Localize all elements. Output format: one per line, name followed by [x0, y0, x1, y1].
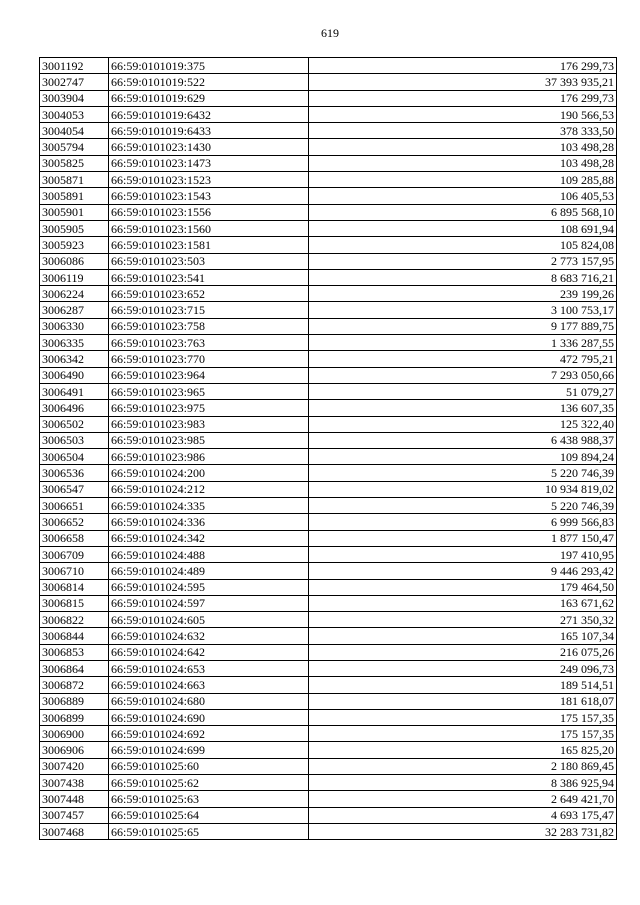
value-cell: 3 100 753,17: [309, 302, 617, 318]
table-body: [40, 58, 617, 840]
id-cell: 3001192: [40, 58, 109, 74]
value-cell: 6 999 566,83: [309, 514, 617, 530]
table-row: [40, 807, 617, 823]
table-row: [40, 74, 617, 90]
value-cell: 472 795,21: [309, 351, 617, 367]
value-cell: 103 498,28: [309, 139, 617, 155]
cadastral-number-cell: 66:59:0101023:964: [109, 367, 309, 383]
cadastral-number-cell: 66:59:0101024:680: [109, 693, 309, 709]
id-cell: 3006872: [40, 677, 109, 693]
value-cell: 103 498,28: [309, 155, 617, 171]
table-row: [40, 612, 617, 628]
cadastral-number-cell: 66:59:0101024:200: [109, 465, 309, 481]
property-table: [39, 57, 617, 840]
value-cell: 271 350,32: [309, 612, 617, 628]
cadastral-number-cell: 66:59:0101023:763: [109, 335, 309, 351]
table-row: [40, 677, 617, 693]
value-cell: 8 683 716,21: [309, 269, 617, 285]
table-row: [40, 465, 617, 481]
table-row: [40, 139, 617, 155]
table-row: [40, 90, 617, 106]
cadastral-number-cell: 66:59:0101023:503: [109, 253, 309, 269]
value-cell: 5 220 746,39: [309, 465, 617, 481]
cadastral-number-cell: 66:59:0101023:758: [109, 318, 309, 334]
cadastral-number-cell: 66:59:0101019:522: [109, 74, 309, 90]
table-row: [40, 726, 617, 742]
table-row: [40, 628, 617, 644]
id-cell: 3006906: [40, 742, 109, 758]
id-cell: 3006900: [40, 726, 109, 742]
table-row: [40, 432, 617, 448]
id-cell: 3006889: [40, 693, 109, 709]
value-cell: 10 934 819,02: [309, 481, 617, 497]
id-cell: 3006710: [40, 563, 109, 579]
cadastral-number-cell: 66:59:0101025:63: [109, 791, 309, 807]
id-cell: 3006503: [40, 432, 109, 448]
id-cell: 3006844: [40, 628, 109, 644]
id-cell: 3006864: [40, 660, 109, 676]
table-row: [40, 563, 617, 579]
value-cell: 9 177 889,75: [309, 318, 617, 334]
value-cell: 181 618,07: [309, 693, 617, 709]
table-row: [40, 579, 617, 595]
id-cell: 3006814: [40, 579, 109, 595]
value-cell: 176 299,73: [309, 90, 617, 106]
id-cell: 3004053: [40, 106, 109, 122]
cadastral-number-cell: 66:59:0101024:597: [109, 595, 309, 611]
cadastral-number-cell: 66:59:0101025:64: [109, 807, 309, 823]
value-cell: 6 438 988,37: [309, 432, 617, 448]
cadastral-number-cell: 66:59:0101023:652: [109, 286, 309, 302]
value-cell: 175 157,35: [309, 709, 617, 725]
cadastral-number-cell: 66:59:0101019:6433: [109, 123, 309, 139]
table-row: [40, 220, 617, 236]
cadastral-number-cell: 66:59:0101024:595: [109, 579, 309, 595]
id-cell: 3005871: [40, 172, 109, 188]
table-row: [40, 253, 617, 269]
value-cell: 249 096,73: [309, 660, 617, 676]
id-cell: 3006502: [40, 416, 109, 432]
value-cell: 7 293 050,66: [309, 367, 617, 383]
cadastral-number-cell: 66:59:0101023:1473: [109, 155, 309, 171]
cadastral-number-cell: 66:59:0101024:632: [109, 628, 309, 644]
table-row: [40, 400, 617, 416]
value-cell: 165 107,34: [309, 628, 617, 644]
table-row: [40, 546, 617, 562]
table-row: [40, 383, 617, 399]
page-number: 619: [321, 26, 339, 40]
cadastral-number-cell: 66:59:0101023:541: [109, 269, 309, 285]
id-cell: 3006822: [40, 612, 109, 628]
cadastral-number-cell: 66:59:0101023:770: [109, 351, 309, 367]
value-cell: 109 894,24: [309, 449, 617, 465]
table-row: [40, 269, 617, 285]
table-row: [40, 644, 617, 660]
id-cell: 3006504: [40, 449, 109, 465]
table-row: [40, 302, 617, 318]
id-cell: 3007468: [40, 823, 109, 839]
value-cell: 9 446 293,42: [309, 563, 617, 579]
id-cell: 3006709: [40, 546, 109, 562]
table-row: [40, 172, 617, 188]
cadastral-number-cell: 66:59:0101024:663: [109, 677, 309, 693]
id-cell: 3007448: [40, 791, 109, 807]
cadastral-number-cell: 66:59:0101023:1581: [109, 237, 309, 253]
value-cell: 189 514,51: [309, 677, 617, 693]
table-row: [40, 775, 617, 791]
value-cell: 179 464,50: [309, 579, 617, 595]
value-cell: 4 693 175,47: [309, 807, 617, 823]
id-cell: 3004054: [40, 123, 109, 139]
value-cell: 105 824,08: [309, 237, 617, 253]
table-row: [40, 286, 617, 302]
id-cell: 3005901: [40, 204, 109, 220]
table-row: [40, 758, 617, 774]
value-cell: 125 322,40: [309, 416, 617, 432]
table-row: [40, 514, 617, 530]
value-cell: 5 220 746,39: [309, 498, 617, 514]
cadastral-number-cell: 66:59:0101024:653: [109, 660, 309, 676]
cadastral-number-cell: 66:59:0101023:986: [109, 449, 309, 465]
value-cell: 2 773 157,95: [309, 253, 617, 269]
id-cell: 3006342: [40, 351, 109, 367]
value-cell: 108 691,94: [309, 220, 617, 236]
table-row: [40, 367, 617, 383]
table-row: [40, 335, 617, 351]
table-row: [40, 660, 617, 676]
cadastral-number-cell: 66:59:0101024:336: [109, 514, 309, 530]
value-cell: 197 410,95: [309, 546, 617, 562]
id-cell: 3005891: [40, 188, 109, 204]
id-cell: 3006086: [40, 253, 109, 269]
cadastral-number-cell: 66:59:0101024:699: [109, 742, 309, 758]
value-cell: 1 336 287,55: [309, 335, 617, 351]
id-cell: 3006899: [40, 709, 109, 725]
id-cell: 3006658: [40, 530, 109, 546]
id-cell: 3007420: [40, 758, 109, 774]
table-row: [40, 318, 617, 334]
value-cell: 109 285,88: [309, 172, 617, 188]
table-row: [40, 155, 617, 171]
table-row: [40, 188, 617, 204]
cadastral-number-cell: 66:59:0101025:65: [109, 823, 309, 839]
id-cell: 3006547: [40, 481, 109, 497]
value-cell: 176 299,73: [309, 58, 617, 74]
value-cell: 378 333,50: [309, 123, 617, 139]
table-row: [40, 351, 617, 367]
value-cell: 216 075,26: [309, 644, 617, 660]
value-cell: 2 180 869,45: [309, 758, 617, 774]
value-cell: 6 895 568,10: [309, 204, 617, 220]
cadastral-number-cell: 66:59:0101024:335: [109, 498, 309, 514]
cadastral-number-cell: 66:59:0101023:1543: [109, 188, 309, 204]
table-row: [40, 237, 617, 253]
cadastral-number-cell: 66:59:0101023:1556: [109, 204, 309, 220]
table-row: [40, 204, 617, 220]
value-cell: 106 405,53: [309, 188, 617, 204]
table-row: [40, 58, 617, 74]
cadastral-number-cell: 66:59:0101023:715: [109, 302, 309, 318]
table-row: [40, 595, 617, 611]
id-cell: 3002747: [40, 74, 109, 90]
cadastral-number-cell: 66:59:0101019:6432: [109, 106, 309, 122]
cadastral-number-cell: 66:59:0101023:1430: [109, 139, 309, 155]
cadastral-number-cell: 66:59:0101024:212: [109, 481, 309, 497]
value-cell: 239 199,26: [309, 286, 617, 302]
id-cell: 3006496: [40, 400, 109, 416]
id-cell: 3006119: [40, 269, 109, 285]
cadastral-number-cell: 66:59:0101024:642: [109, 644, 309, 660]
id-cell: 3005794: [40, 139, 109, 155]
value-cell: 37 393 935,21: [309, 74, 617, 90]
id-cell: 3006651: [40, 498, 109, 514]
id-cell: 3006330: [40, 318, 109, 334]
value-cell: 32 283 731,82: [309, 823, 617, 839]
cadastral-number-cell: 66:59:0101023:985: [109, 432, 309, 448]
value-cell: 165 825,20: [309, 742, 617, 758]
cadastral-number-cell: 66:59:0101024:488: [109, 546, 309, 562]
value-cell: 8 386 925,94: [309, 775, 617, 791]
cadastral-number-cell: 66:59:0101023:975: [109, 400, 309, 416]
value-cell: 175 157,35: [309, 726, 617, 742]
cadastral-number-cell: 66:59:0101024:489: [109, 563, 309, 579]
id-cell: 3006815: [40, 595, 109, 611]
cadastral-number-cell: 66:59:0101023:965: [109, 383, 309, 399]
id-cell: 3006490: [40, 367, 109, 383]
id-cell: 3005923: [40, 237, 109, 253]
table-row: [40, 693, 617, 709]
cadastral-number-cell: 66:59:0101023:983: [109, 416, 309, 432]
id-cell: 3007438: [40, 775, 109, 791]
table-row: [40, 498, 617, 514]
table-row: [40, 709, 617, 725]
table-row: [40, 530, 617, 546]
cadastral-number-cell: 66:59:0101025:60: [109, 758, 309, 774]
id-cell: 3006491: [40, 383, 109, 399]
table-row: [40, 481, 617, 497]
id-cell: 3007457: [40, 807, 109, 823]
cadastral-number-cell: 66:59:0101024:342: [109, 530, 309, 546]
id-cell: 3006224: [40, 286, 109, 302]
id-cell: 3006335: [40, 335, 109, 351]
table-row: [40, 449, 617, 465]
value-cell: 2 649 421,70: [309, 791, 617, 807]
cadastral-number-cell: 66:59:0101024:605: [109, 612, 309, 628]
value-cell: 163 671,62: [309, 595, 617, 611]
cadastral-number-cell: 66:59:0101024:692: [109, 726, 309, 742]
id-cell: 3006652: [40, 514, 109, 530]
id-cell: 3003904: [40, 90, 109, 106]
cadastral-number-cell: 66:59:0101023:1560: [109, 220, 309, 236]
cadastral-number-cell: 66:59:0101023:1523: [109, 172, 309, 188]
table-row: [40, 123, 617, 139]
table-row: [40, 742, 617, 758]
table-row: [40, 823, 617, 839]
cadastral-number-cell: 66:59:0101019:375: [109, 58, 309, 74]
value-cell: 190 566,53: [309, 106, 617, 122]
value-cell: 136 607,35: [309, 400, 617, 416]
cadastral-number-cell: 66:59:0101025:62: [109, 775, 309, 791]
table-row: [40, 106, 617, 122]
id-cell: 3006853: [40, 644, 109, 660]
id-cell: 3005905: [40, 220, 109, 236]
cadastral-number-cell: 66:59:0101024:690: [109, 709, 309, 725]
cadastral-number-cell: 66:59:0101019:629: [109, 90, 309, 106]
value-cell: 51 079,27: [309, 383, 617, 399]
id-cell: 3006287: [40, 302, 109, 318]
table-row: [40, 791, 617, 807]
value-cell: 1 877 150,47: [309, 530, 617, 546]
table-row: [40, 416, 617, 432]
id-cell: 3005825: [40, 155, 109, 171]
id-cell: 3006536: [40, 465, 109, 481]
